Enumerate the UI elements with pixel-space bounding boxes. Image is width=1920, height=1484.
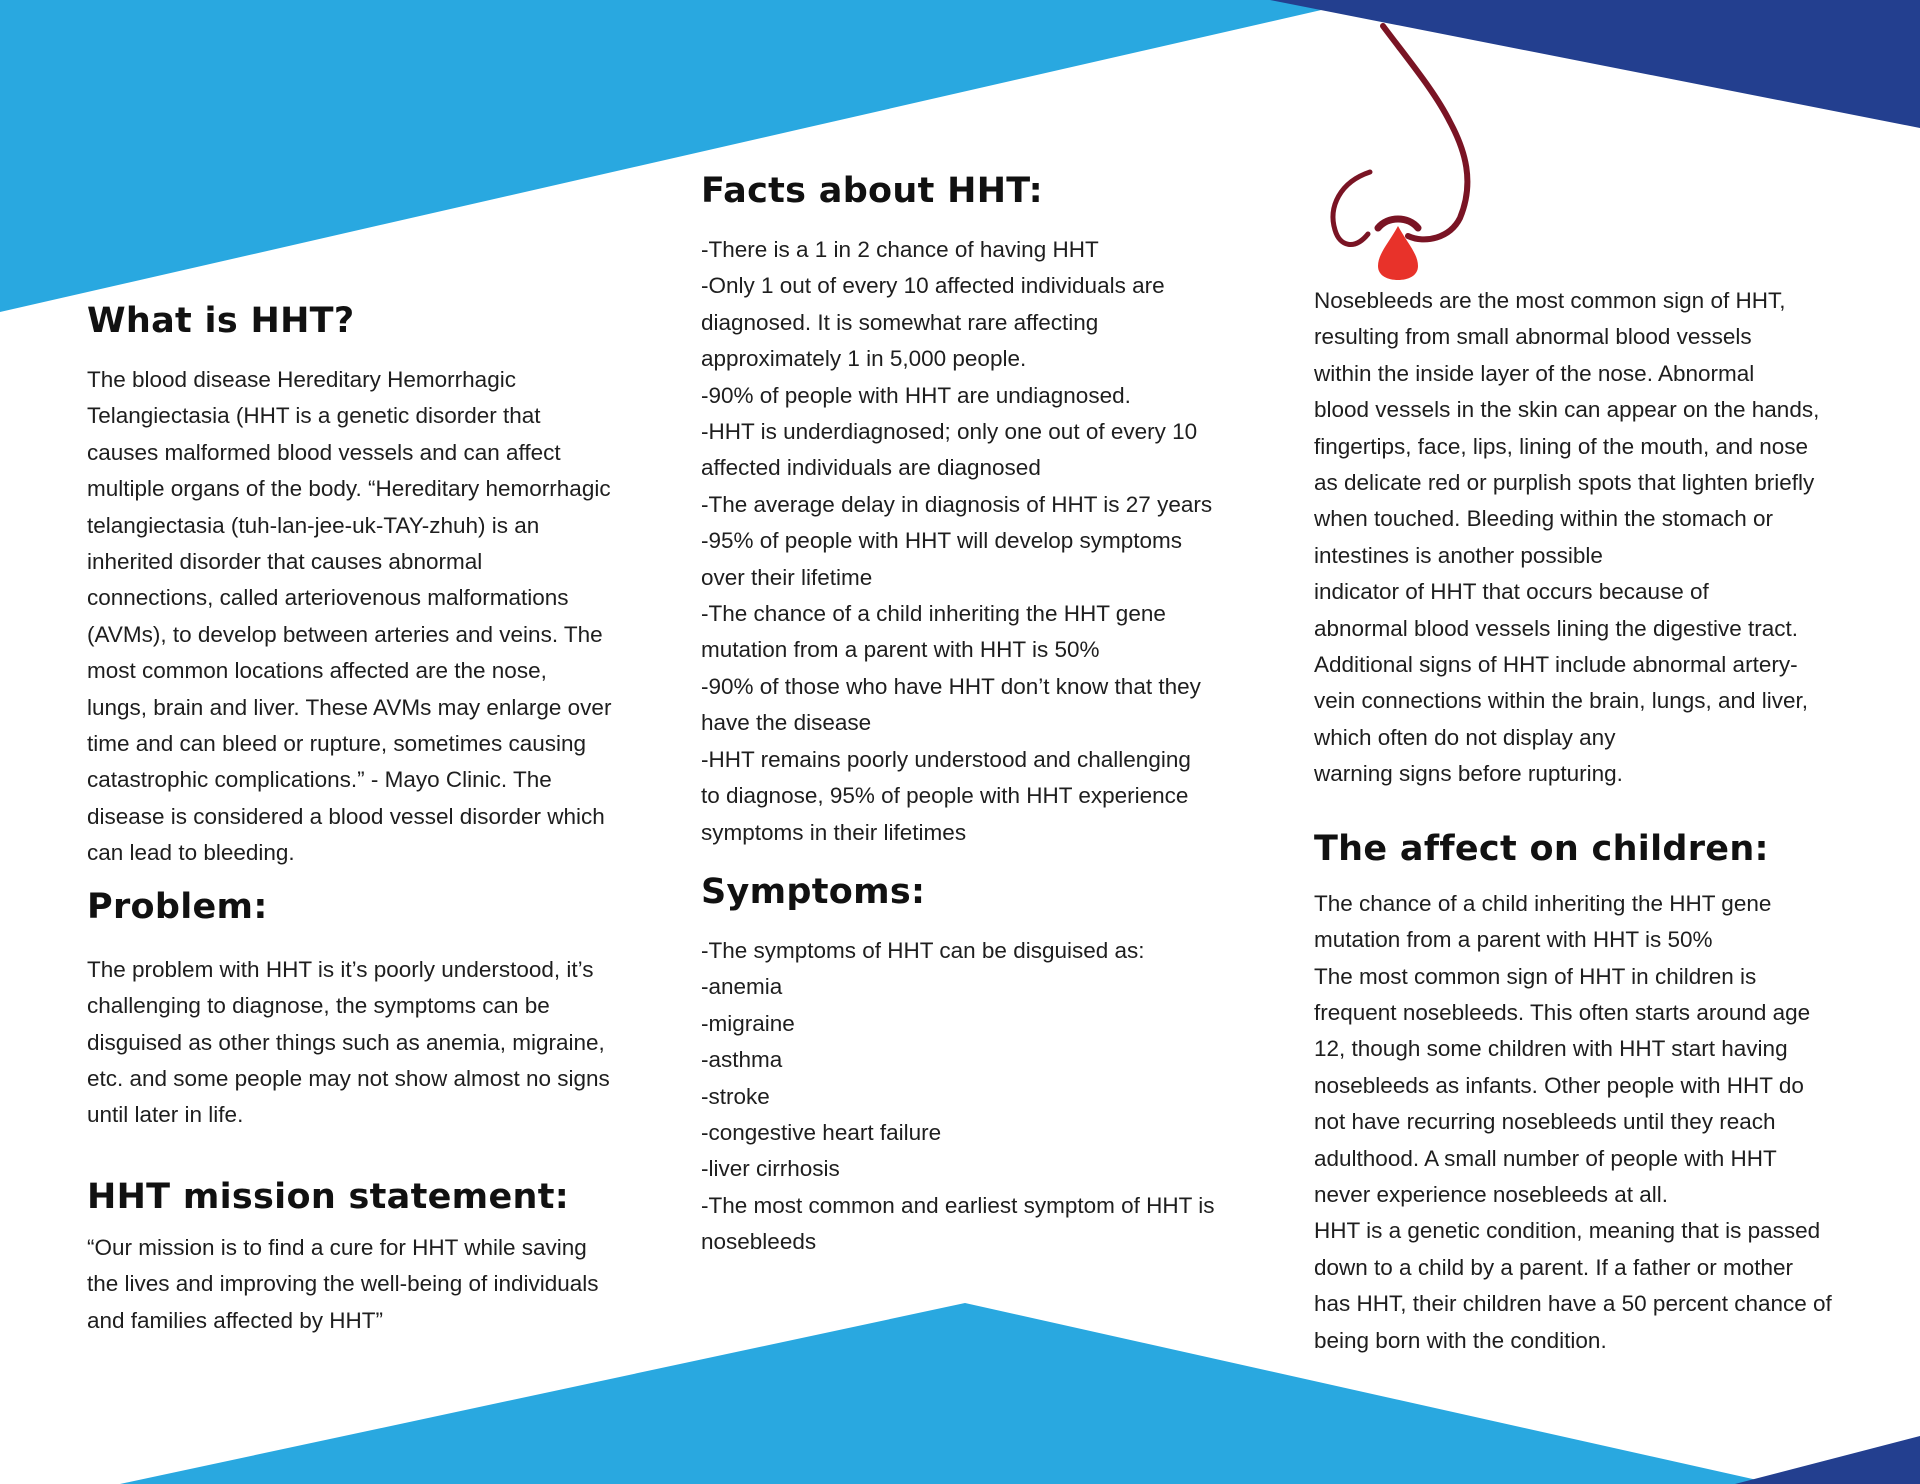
children-line: mutation from a parent with HHT is 50%: [1314, 927, 1713, 953]
facts-line: affected individuals are diagnosed: [701, 455, 1041, 481]
symptoms-line: -asthma: [701, 1047, 783, 1073]
facts-line: -90% of people with HHT are undiagnosed.: [701, 382, 1131, 408]
facts-line: have the disease: [701, 710, 872, 736]
nosebleeds-line: vein connections within the brain, lungs, and liver,: [1314, 688, 1809, 714]
children-line: nosebleeds as infants. Other people with HHT do: [1314, 1072, 1804, 1098]
facts-line: -There is a 1 in 2 chance of having HHT: [701, 237, 1099, 262]
what-is-hht-text: The blood disease Hereditary Hemorrhagic Telangiectasia (HHT is a genetic disorder that causes malformed blood vessels and can affect multiple organs of the body. “Hereditary hemorrhagic telangiectasia (tuh-lan-jee-uk-TAY-zhuh) is an inherited disorder that causes abnormal connections, called arteriovenous malformations (AVMs), to develop between arteries and veins. The most common locations affected are the nose, lungs, brain and liver. These AVMs may enlarge over time and can bleed or rupture, sometimes causing catastrophic complications.” - Mayo Clinic. The disease is considered a blood vessel disorder which can lead to bleeding.: [87, 367, 612, 866]
nosebleeds-line: intestines is another possible: [1314, 542, 1603, 568]
middle-column: [701, 170, 1241, 1261]
what-is-hht-heading: What is HHT?: [87, 301, 355, 341]
children-text: [1314, 886, 1874, 1359]
children-line: The chance of a child inheriting the HHT gene: [1314, 890, 1772, 916]
bottom-dark-blue-band: [1735, 1436, 1920, 1484]
facts-line: -HHT remains poorly understood and challenging: [701, 746, 1191, 772]
facts-line: -90% of those who have HHT don’t know that they: [701, 673, 1201, 699]
nostril-curve: [1333, 172, 1370, 245]
problem-heading: Problem:: [87, 886, 268, 927]
symptoms-line: -migraine: [701, 1010, 795, 1036]
children-line: HHT is a genetic condition, meaning that is passed: [1314, 1218, 1821, 1244]
nosebleeds-line: fingertips, face, lips, lining of the mouth, and nose: [1314, 433, 1809, 459]
left-column: [87, 300, 627, 1339]
facts-line: -HHT is underdiagnosed; only one out of every 10: [701, 419, 1198, 445]
facts-line: -The chance of a child inheriting the HHT gene: [701, 601, 1166, 627]
symptoms-line: -The most common and earliest symptom of HHT is: [701, 1192, 1215, 1218]
symptoms-heading: Symptoms:: [701, 871, 926, 912]
facts-line: over their lifetime: [701, 564, 873, 590]
nosebleeds-line: within the inside layer of the nose. Abnormal: [1314, 360, 1755, 386]
nosebleeds-line: when touched. Bleeding within the stomach or: [1314, 506, 1774, 532]
right-column: [1314, 283, 1874, 1359]
nosebleeds-line: Additional signs of HHT include abnormal artery-: [1314, 652, 1798, 678]
nosebleeds-line: Nosebleeds are the most common sign of HHT,: [1314, 288, 1786, 313]
facts-line: mutation from a parent with HHT is 50%: [701, 637, 1100, 663]
children-line: being born with the condition.: [1314, 1327, 1607, 1353]
nosebleeds-line: which often do not display any: [1314, 724, 1616, 750]
blood-drop-icon: [1378, 226, 1418, 280]
children-line: not have recurring nosebleeds until they reach: [1314, 1109, 1776, 1135]
symptoms-line: -stroke: [701, 1083, 770, 1109]
symptoms-line: -anemia: [701, 974, 783, 1000]
symptoms-line: -The symptoms of HHT can be disguised as:: [701, 937, 1145, 963]
nosebleeds-text: [1314, 283, 1874, 793]
facts-heading: Facts about HHT:: [701, 171, 1043, 211]
nosebleeds-line: indicator of HHT that occurs because of: [1314, 579, 1709, 605]
children-line: frequent nosebleeds. This often starts around age: [1314, 999, 1811, 1025]
facts-line: approximately 1 in 5,000 people.: [701, 346, 1027, 372]
nose-outline: [1383, 26, 1467, 239]
facts-line: to diagnose, 95% of people with HHT experience: [701, 783, 1189, 809]
facts-list: [701, 232, 1241, 851]
symptoms-list: [701, 933, 1241, 1261]
children-line: 12, though some children with HHT start having: [1314, 1036, 1788, 1062]
children-line: adulthood. A small number of people with HHT: [1314, 1145, 1777, 1171]
nosebleeds-line: resulting from small abnormal blood vessels: [1314, 324, 1752, 350]
symptoms-line: nosebleeds: [701, 1229, 817, 1255]
nosebleeds-line: blood vessels in the skin can appear on the hands,: [1314, 397, 1820, 423]
problem-text: The problem with HHT is it’s poorly understood, it’s challenging to diagnose, the symptoms can be disguised as other things such as anemia, migraine, etc. and some people may not show almost no signs until later in life.: [87, 956, 610, 1128]
facts-line: symptoms in their lifetimes: [701, 819, 967, 845]
children-heading: The affect on children:: [1314, 828, 1769, 869]
nosebleeds-line: as delicate red or purplish spots that lighten briefly: [1314, 470, 1815, 496]
facts-line: diagnosed. It is somewhat rare affecting: [701, 309, 1099, 335]
mission-text: “Our mission is to find a cure for HHT while saving the lives and improving the well-being of individuals and families affected by HHT”: [87, 1234, 599, 1333]
nosebleeds-line: warning signs before rupturing.: [1314, 761, 1623, 787]
facts-line: -The average delay in diagnosis of HHT is 27 years: [701, 491, 1213, 517]
children-line: never experience nosebleeds at all.: [1314, 1181, 1668, 1207]
symptoms-line: -congestive heart failure: [701, 1119, 942, 1145]
nosebleeds-line: abnormal blood vessels lining the digestive tract.: [1314, 615, 1799, 641]
mission-heading: HHT mission statement:: [87, 1176, 570, 1217]
facts-line: -95% of people with HHT will develop symptoms: [701, 528, 1183, 554]
children-line: The most common sign of HHT in children is: [1314, 963, 1757, 989]
symptoms-line: -liver cirrhosis: [701, 1156, 840, 1182]
children-line: down to a child by a parent. If a father or mother: [1314, 1254, 1794, 1280]
nose-bleed-illustration: [1310, 22, 1510, 280]
children-line: has HHT, their children have a 50 percent chance of: [1314, 1291, 1832, 1317]
facts-line: -Only 1 out of every 10 affected individuals are: [701, 273, 1165, 299]
